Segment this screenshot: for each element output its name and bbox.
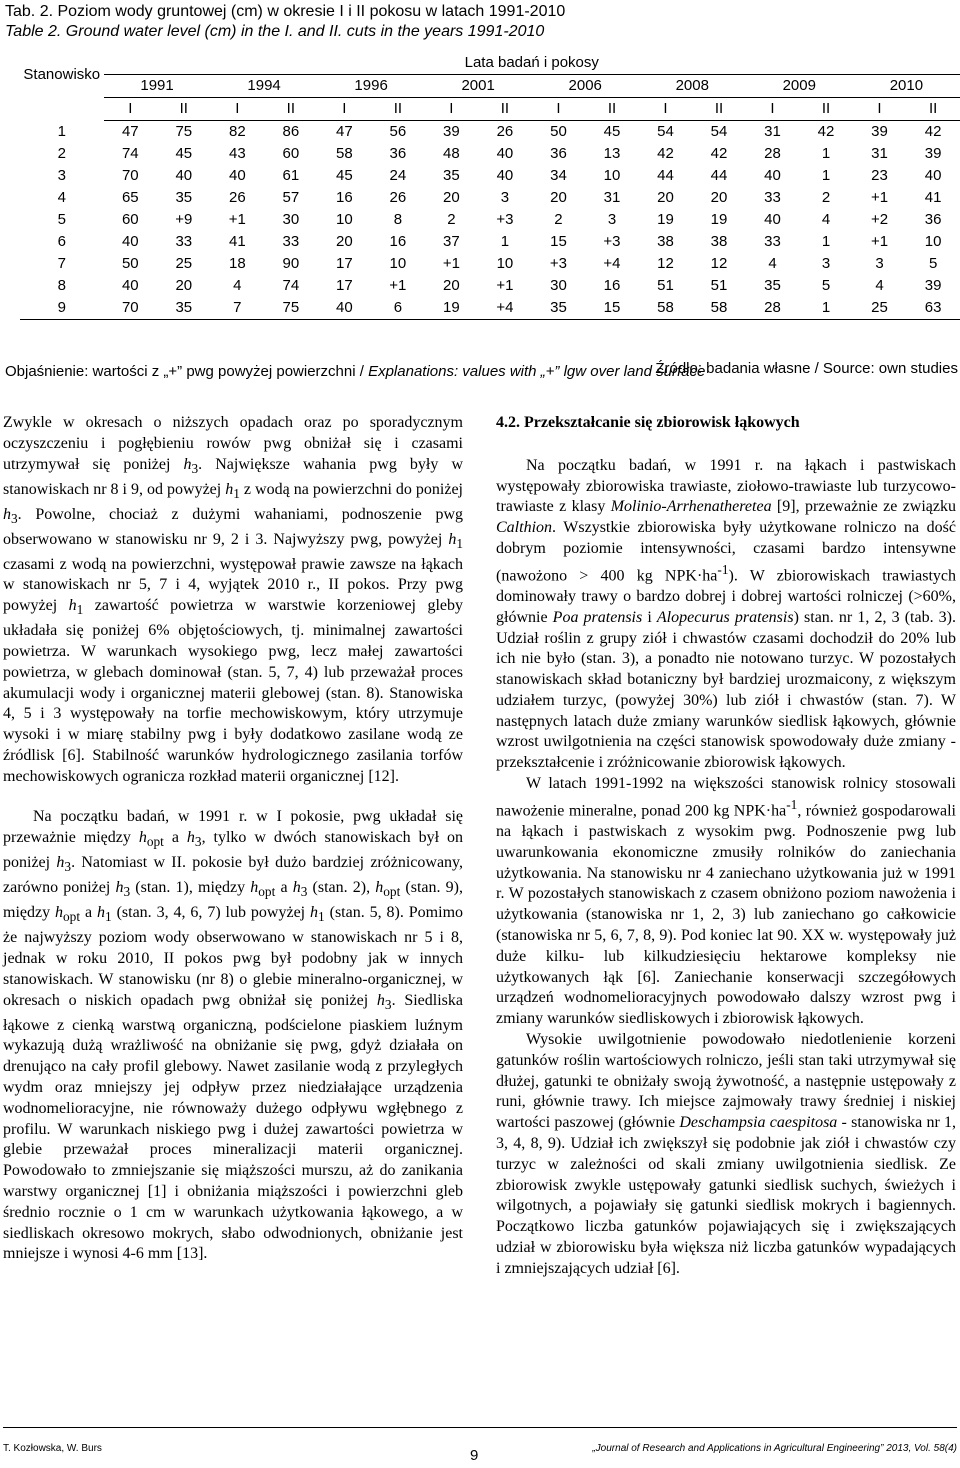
level-cell: 10 [603,167,621,184]
cut-header: II [585,98,639,121]
cut-header: I [532,98,586,121]
level-cell: 4 [768,255,777,272]
caption-polish: Tab. 2. Poziom wody gruntowej (cm) w okresie I i II pokosu w latach 1991-2010 [5,3,566,20]
level-cell: 10 [336,211,353,228]
station-cell: 5 [57,211,66,228]
cut-header: I [639,98,693,121]
level-cell: +2 [870,211,889,228]
level-cell: 47 [121,123,139,140]
level-cell: 54 [657,123,674,140]
station-cell: 7 [57,255,66,272]
cut-header: I [746,98,800,121]
level-cell: +4 [478,297,532,320]
level-cell: 15 [550,233,567,250]
level-cell: 20 [710,189,728,206]
level-cell: 25 [175,255,193,272]
table-row [20,165,960,187]
level-cell: 90 [282,255,300,272]
station-cell: 8 [57,277,66,294]
level-cell: 2 [447,211,456,228]
level-cell: 51 [710,277,728,294]
level-cell: 16 [603,277,621,294]
year-header: 2008 [639,75,746,98]
level-cell: 10 [496,255,514,272]
level-cell: 1 [821,233,831,250]
level-cell: 40 [924,167,942,184]
level-cell: 2 [821,189,831,206]
level-cell: 30 [550,277,567,294]
level-cell: 57 [282,189,300,206]
station-cell: 1 [57,122,66,140]
level-cell: 35 [175,189,193,206]
level-cell: +4 [603,255,621,272]
level-cell: 65 [121,189,139,206]
table-row [20,187,960,209]
level-cell: 47 [336,123,353,140]
level-cell: 56 [389,123,407,140]
level-cell: 20 [657,189,674,206]
level-cell: 10 [389,255,407,272]
level-cell: 26 [389,189,407,206]
level-cell: 33 [175,233,193,250]
level-cell: 41 [924,189,942,206]
level-cell: 19 [425,297,479,320]
level-cell: 58 [336,145,353,162]
year-header: 2009 [746,75,853,98]
level-cell: 41 [228,233,246,250]
level-cell: 1 [500,233,510,250]
footer-authors: T. Kozłowska, W. Burs [3,1443,102,1454]
level-cell: 39 [924,277,942,294]
level-cell: 4 [821,211,831,228]
level-cell: 33 [764,233,781,250]
level-cell: 13 [603,145,621,162]
level-cell: 45 [175,145,193,162]
level-cell: 44 [710,167,728,184]
level-cell: 10 [924,233,942,250]
station-cell: 4 [57,189,66,206]
level-cell: 1 [799,297,853,320]
level-cell: 23 [871,167,888,184]
level-cell: 75 [264,297,318,320]
left-paragraph-2: Na początku badań, w 1991 r. w I pokosie, pwg układał się przeważnie między $h_{opt}$ a $h_3$, tylko w dwóch stanowiskach był on poniżej $h_3$. Natomiast w II. pokosie był dużo bardziej zróżnicowany, zarówno poniżej $h_3$ (stan. 1), między $h_{opt}$ a $h_3$ (stan. 2), $h_{opt}$ (stan. 9), między $h_{opt}$ a $h_1$ (stan. 3, 4, 6, 7) lub powyżej $h_1$ (stan. 5, 8). Pomimo że najwyższy poziom wody obserwowano w stanowiskach nr 5 i 8, jednak w roku 2010, II pokos pwg był podobny jak w innych stanowiskach. W stanowisku (nr 8) o glebie mineralno-organicznej, w okresach o niskich opadach pwg obniżał się poniżej $h_3$. Siedliska łąkowe z cienką warstwą organiczną, podścielone piaskiem luźnym wykazują dużą wrażliwość na obniżanie się pwg, gdyż działała on drenująco na cały profil glebowy. Nawet zasilanie wodą z przyległych wydm oraz mniejszy jej odpływ przez niedziałające urządzenia wodnomelioracyjne, nie równoważy dużego odpływu wgłębnego z profilu. W warunkach niskiego pwg i dużej zawartości powietrza w glebie przeważał proces mineralizacji materii organicznej. Powodowało to zmniejszanie się miąższości murszu, aż do zanikania warstwy organicznej [1] i obniżania miąższości i powierzchni gleb średnio rocznie o 1 cm w warunkach użytkowania łąkowego, a w siedliskach okresowo mokrych, słabo odwodnionych, obniżanie jest mniejsze i wynosi 4-6 mm [13]. [3,808,464,1263]
level-cell: 82 [228,123,246,140]
cut-header: I [425,98,479,121]
cut-header: II [906,98,960,121]
right-paragraph-2: W latach 1991-1992 na większości stanowisk rolnicy stosowali nawożenie mineralne, ponad 200 kg $NPK\cdot ha^{-1}$, również gospodarowali na łąkach i pastwiskach z wysokim pwg. Podnoszenie pwg lub uwarunkowania ekonomiczne zmusiły rolników do zaniechania użytkowania. Na stanowisku nr 4 zaniechano użytkowania już w 1991 r. W pozostałych stanowiskach z czasem obniżono poziom nawożenia i użytkowania (stanowiska nr 1, 2, 3) lub zaniechano go całkowicie (stanowiska nr 5, 6, 7, 8, 9). Pod koniec lat 90. XX w. występowały już duże kilku- lub kilkudziesięciu hektarowe kompleksy nie użytkowanych łąk [6]. Zaniechanie konserwacji szczegółowych urządzeń wodnomelioracyjnych powodowało dalszy wzrost pwg i zmiany warunków siedliskowych i zbiorowisk łąkowych. [496,775,957,1028]
level-cell: 42 [817,123,835,140]
year-header: 1991 [104,75,211,98]
level-cell: 86 [282,123,300,140]
page-footer [0,1427,960,1467]
level-cell: 74 [282,277,300,294]
span-header: Lata badań i pokosy [104,52,960,75]
level-cell: 28 [746,297,800,320]
left-column [3,413,463,1265]
year-header-row [20,75,960,98]
level-cell: 58 [639,297,693,320]
level-cell: +3 [496,211,514,228]
table-row [20,253,960,275]
table-row [20,231,960,253]
groundwater-table [20,52,960,320]
cut-header: II [157,98,211,121]
year-header: 2006 [532,75,639,98]
level-cell: 5 [928,255,938,272]
level-cell: 35 [764,277,781,294]
level-cell: 40 [496,167,514,184]
level-cell: +1 [870,189,889,206]
level-cell: 42 [924,123,942,140]
level-cell: 28 [764,145,781,162]
right-paragraph-3: Wysokie uwilgotnienie powodowało niedotlenienie korzeni gatunków roślin wartościowych rolniczo, jeśli stan taki utrzymywał się dłużej, gatunki te obniżały swoją żywotność, a następnie ustępowały z runi, głównie trawy. Ich miejsce zajmowały trawy średniej i niskiej wartości paszowej (głównie Deschampsia caespitosa - stanowiska nr 1, 3, 4, 8, 9). Udział ich zwiększył się podobnie jak ziół i chwastów czy turzyc w zależności od skali zmiany uwilgotnienia siedlisk. Ze zbiorowisk zwykle ustępowały gatunki siedlisk suchych, świeżych i wilgotnych, a pojawiały się gatunki siedlisk mokrych i bagiennych. Początkowo liczba gatunków pojawiających się i zwiększających udział w zbiorowisku była większa niż liczba gatunków wypadających i zmniejszających udział [6]. [496,1030,956,1277]
station-cell: 9 [20,297,104,320]
level-cell: +3 [549,255,567,272]
level-cell: 8 [393,211,403,228]
table-source: Źródło: badania własne / Source: own studies [655,360,958,377]
caption-english: Table 2. Ground water level (cm) in the I. and II. cuts in the years 1991-2010 [5,23,545,40]
level-cell: 37 [443,233,460,250]
level-cell: +1 [389,277,407,294]
level-cell: 70 [121,167,139,184]
level-cell: +1 [870,233,889,250]
level-cell: 70 [104,297,158,320]
level-cell: 4 [875,277,884,294]
level-cell: 39 [871,123,888,140]
right-column [496,413,956,1280]
level-cell: 12 [657,255,674,272]
level-cell: 33 [282,233,300,250]
level-cell: 3 [500,189,510,206]
stub-header: Stanowisko [23,65,101,83]
level-cell: 12 [710,255,728,272]
level-cell: 40 [318,297,372,320]
level-cell: 45 [336,167,353,184]
level-cell: 43 [228,145,246,162]
level-cell: 4 [233,277,242,294]
year-header: 1996 [318,75,425,98]
level-cell: 26 [496,123,514,140]
level-cell: 31 [603,189,621,206]
level-cell: 20 [443,189,460,206]
table-row [20,143,960,165]
level-cell: +1 [228,211,246,228]
cut-header: II [692,98,746,121]
level-cell: 74 [121,145,139,162]
level-cell: 54 [710,123,728,140]
level-cell: 20 [175,277,193,294]
level-cell: 33 [764,189,781,206]
level-cell: 1 [821,145,831,162]
level-cell: 20 [336,233,353,250]
cut-header: II [478,98,532,121]
level-cell: 36 [550,145,567,162]
level-cell: 1 [821,167,831,184]
level-cell: 31 [764,123,781,140]
level-cell: 35 [157,297,211,320]
table-row [20,209,960,231]
level-cell: 5 [821,277,831,294]
footer-journal: „Journal of Research and Applications in Agricultural Engineering” 2013, Vol. 58(4) [592,1443,957,1454]
section-heading: 4.2. Przekształcanie się zbiorowisk łąkowych [496,414,800,431]
level-cell: 40 [228,167,246,184]
level-cell: 50 [121,255,139,272]
level-cell: 36 [389,145,407,162]
left-paragraph-1: Zwykle w okresach o niższych opadach oraz po sporadycznym oczyszczeniu i pogłębieniu rowów pwg obniżał się i czasami utrzymywał się poniżej $h_3$. Największe wahania pwg były w stanowiskach nr 8 i 9, od powyżej $h_1$ z wodą na powierzchni do poniżej $h_3$. Powolne, chociaż z dużymi wahaniami, podnoszenie pwg obserwowano w stanowisku nr 9, 2 i 3. Najwyższy pwg, powyżej $h_1$ czasami z wodą na powierzchni, występował prawie zawsze na łąkach w stanowiskach nr 5, 7 i 4, wyjątek 2010 r., II pokos. Przy pwg powyżej $h_1$ zawartość powietrza w warstwie korzeniowej gleby układała się poniżej 6% objętościowych, tj. minimalnej zawartości powietrza. W warunkach wysokiego pwg, lecz małej zawartości powietrza, w glebach dominował (stan. 5, 7, 4) lub przeważał proces akumulacji wody i organicznej materii glebowej (stan. 8). Stanowiska 4, 5 i 3 występowały na torfie mechowiskowym, który utrzymuje wysoki i w miarę stabilny pwg i były dodatkowo zasilane wodą ze źródlisk [6]. Stabilność warunków hydrologicznego zasilania torfów mechowiskowych ogranicza rozkład materii organicznej [12]. [3,414,464,785]
explanation-english: Explanations: values with „+” lgw over land surface [368,363,706,380]
level-cell: 40 [121,233,139,250]
cut-header-row [20,98,960,121]
level-cell: 34 [550,167,567,184]
level-cell: 42 [657,145,674,162]
level-cell: 40 [121,277,139,294]
level-cell: 58 [692,297,746,320]
year-header: 1994 [211,75,318,98]
cut-header: I [853,98,907,121]
level-cell: 60 [282,145,300,162]
cut-header: II [371,98,425,121]
level-cell: 38 [710,233,728,250]
cut-header: I [211,98,265,121]
level-cell: +1 [442,255,460,272]
cut-header: I [104,98,158,121]
level-cell: 45 [603,123,621,140]
level-cell: 17 [336,277,353,294]
station-cell: 3 [57,167,66,184]
level-cell: 3 [875,255,884,272]
level-cell: 15 [585,297,639,320]
level-cell: 30 [282,211,300,228]
level-cell: 3 [607,211,617,228]
table-caption [5,2,565,42]
explanation-polish: Objaśnienie: wartości z „+” pwg powyżej powierzchni / [5,363,369,380]
level-cell: 35 [532,297,586,320]
right-paragraph-1: Na początku badań, w 1991 r. na łąkach i pastwiskach występowały zbiorowiska trawiaste, ziołowo-trawiaste lub turzycowo-trawiaste z klasy Molinio-Arrhenatheretea [9], przeważnie ze związku Calthion. Wszystkie zbiorowiska były użytkowane rolniczo na dość dobrym poziomie intensywności, czasami bardzo intensywne (nawożono > 400 kg $NPK\cdot ha^{-1}$). W zbiorowiskach trawiastych dominowały trawy o bardzo dobrej i dobrej wartości rolniczej (>60%, głównie Poa pratensis i Alopecurus pratensis) stan. nr 1, 2, 3 (tab. 3). Udział roślin z grupy ziół i chwastów czasami dochodził do 20% lub ich nie było (stan. 3), a ponadto nie notowano turzyc. W pozostałych stanowiskach skład botaniczny był bardziej urozmaicony, z większym udziałem turzyc, (powyżej 30%) lub ziół i chwastów (stan. 7). W następnych latach duże zmiany warunków siedlisk łąkowych, głównie wzrost uwilgotnienia na części stanowisk spowodowały duże zmiany - przekształcenie i zróżnicowanie zbiorowisk łąkowych. [496,456,957,772]
station-cell: 6 [57,233,66,250]
level-cell: 50 [550,123,567,140]
level-cell: +3 [603,233,621,250]
level-cell: 20 [550,189,567,206]
level-cell: 20 [443,277,460,294]
level-cell: 19 [657,211,674,228]
level-cell: 26 [228,189,246,206]
level-cell: 24 [389,167,407,184]
level-cell: 39 [924,145,942,162]
page-number: 9 [470,1447,479,1464]
level-cell: 16 [389,233,407,250]
station-cell: 2 [57,145,66,162]
level-cell: 38 [657,233,674,250]
level-cell: 35 [443,167,460,184]
level-cell: 40 [175,167,193,184]
level-cell: 44 [657,167,674,184]
table-row [20,297,960,320]
level-cell: 3 [821,255,831,272]
year-header: 2010 [853,75,960,98]
cut-header: I [318,98,372,121]
level-cell: 40 [496,145,514,162]
level-cell: 19 [710,211,728,228]
table-row [20,121,960,144]
level-cell: 18 [228,255,246,272]
level-cell: 25 [853,297,907,320]
level-cell: 40 [764,167,781,184]
level-cell: 63 [906,297,960,320]
level-cell: +1 [496,277,514,294]
level-cell: 6 [371,297,425,320]
level-cell: 17 [336,255,353,272]
year-header: 2001 [425,75,532,98]
level-cell: 48 [443,145,460,162]
level-cell: 39 [443,123,460,140]
level-cell: 16 [336,189,353,206]
level-cell: 31 [871,145,888,162]
level-cell: 75 [175,123,193,140]
level-cell: 40 [764,211,781,228]
level-cell: 2 [554,211,563,228]
level-cell: 51 [657,277,674,294]
level-cell: 7 [211,297,265,320]
level-cell: +9 [175,211,193,228]
cut-header: II [264,98,318,121]
cut-header: II [799,98,853,121]
level-cell: 42 [710,145,728,162]
level-cell: 60 [121,211,139,228]
level-cell: 61 [282,167,300,184]
table-explanation [5,363,705,380]
level-cell: 36 [924,211,942,228]
footer-divider [3,1427,957,1428]
table-row [20,275,960,297]
